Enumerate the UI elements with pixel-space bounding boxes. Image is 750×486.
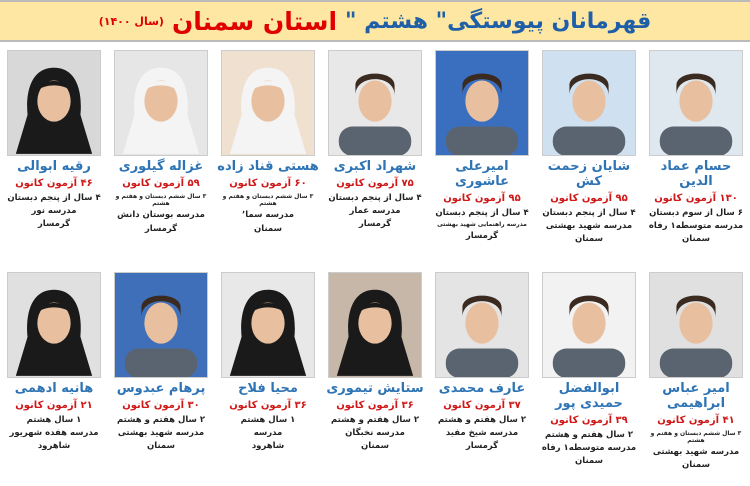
city-name: سمنان [254,223,282,234]
city-name: شاهرود [251,441,285,452]
years-of-study: ۲ سال هفتم و هشتم [116,414,206,425]
page-header [0,0,750,42]
school-name: مدرسه شیخ مفید [445,428,519,439]
student-card [1,272,108,471]
exam-count: ۹۵ آزمون کانون [443,192,521,204]
exam-count: ۷۵ آزمون کانون [336,177,414,189]
portrait-icon [8,277,100,377]
city-name: سمنان [682,234,710,245]
city-name: سمنان [682,460,710,471]
years-of-study: ۴ سال از پنجم دبستان [328,192,422,203]
exam-count: ۱۳۰ آزمون کانون [654,192,738,204]
exam-count: ۳۶ آزمون کانون [336,399,414,411]
student-name: شهراد اکبری [333,159,417,174]
exam-count: ۶۰ آزمون کانون [229,177,307,189]
years-of-study: ۳ سال ششم دبستان و هفتم و هشتم [650,429,742,445]
student-card [322,272,429,471]
years-of-study: ۶ سال از سوم دبستان [649,207,743,218]
portrait-icon [222,277,314,377]
student-card [322,50,429,244]
portrait-icon [436,55,528,155]
school-name: مدرسه نخبگان [345,428,405,439]
students-row-2 [0,272,750,471]
years-of-study: ۳ سال ششم دبستان و هفتم و هشتم [222,192,314,208]
exam-count: ۳۶ آزمون کانون [229,399,307,411]
student-card [108,50,215,244]
city-name: گرمسار [37,219,71,230]
school-name: مدرسه عمار [349,206,401,217]
years-of-study: ۲ سال هفتم و هشتم [330,414,420,425]
years-of-study: ۱ سال هشتم [240,414,296,425]
exam-count: ۴۶ آزمون کانون [15,177,93,189]
years-of-study: ۱ سال هشتم [26,414,82,425]
student-card [215,50,322,244]
student-card [1,50,108,244]
student-photo [435,50,529,156]
years-of-study: ۴ سال از پنجم دبستان [542,207,636,218]
header-title: قهرمانان پیوستگی" هشتم " [345,8,652,34]
student-card [429,272,536,471]
exam-count: ۳۹ آزمون کانون [550,414,628,426]
school-name: مدرسه نور [31,206,77,217]
student-photo [542,50,636,156]
student-photo [435,272,529,378]
years-of-study: ۳ سال ششم دبستان و هفتم و هشتم [115,192,207,208]
school-name: مدرسه شهید بهشتی [117,428,205,439]
exam-count: ۳۷ آزمون کانون [443,399,521,411]
city-name: شاهرود [37,441,71,452]
exam-count: ۳۰ آزمون کانون [122,399,200,411]
portrait-icon [436,277,528,377]
student-photo [221,272,315,378]
student-photo [7,50,101,156]
school-name: مدرسه متوسطه۱ رفاه [648,221,744,232]
school-name: مدرسه متوسطه۱ رفاه [541,443,637,454]
student-name: رقیه ابوالی [17,159,91,174]
school-name: مدرسه راهنمایی شهید بهشتی [437,221,527,229]
years-of-study: ۴ سال از پنجم دبستان [7,192,101,203]
city-name: گرمسار [465,441,499,452]
student-name: هانیه ادهمی [14,381,94,396]
header-year: (سال ۱۴۰۰) [98,14,164,28]
student-name: غزاله گیلوری [118,159,204,174]
student-name: شایان زحمت کش [547,159,631,189]
portrait-icon [543,55,635,155]
student-photo [649,50,743,156]
student-photo [7,272,101,378]
student-card [536,50,643,244]
student-card [215,272,322,471]
school-name: مدرسه سما٬ [241,210,295,221]
school-name: مدرسه شهید بهشتی [545,221,633,232]
portrait-icon [650,277,742,377]
student-photo [649,272,743,378]
years-of-study: ۴ سال از پنجم دبستان [435,207,529,218]
city-name: گرمسار [144,223,178,234]
student-card [643,272,750,471]
school-name: مدرسه بوستان دانش [117,210,205,221]
student-card [108,272,215,471]
portrait-icon [329,277,421,377]
header-province: استان سمنان [171,6,338,36]
portrait-icon [329,55,421,155]
portrait-icon [543,277,635,377]
school-name: مدرسه هفده شهریور [9,428,99,439]
student-name: هستی قناد زاده [217,159,319,174]
student-name: ستایش تیموری [326,381,424,396]
portrait-icon [8,55,100,155]
portrait-icon [222,55,314,155]
school-name: مدرسه شهید بهشتی [652,447,740,458]
student-name: پرهام عبدوس [116,381,206,396]
exam-count: ۹۵ آزمون کانون [550,192,628,204]
exam-count: ۴۱ آزمون کانون [657,414,735,426]
city-name: سمنان [575,456,603,467]
city-name: سمنان [575,234,603,245]
city-name: گرمسار [465,231,499,242]
student-name: ابوالفضل حمیدی پور [555,381,623,411]
years-of-study: ۲ سال هفتم و هشتم [437,414,527,425]
student-card [536,272,643,471]
exam-count: ۲۱ آزمون کانون [15,399,93,411]
portrait-icon [115,277,207,377]
student-photo [328,50,422,156]
student-card [643,50,750,244]
student-photo [114,272,208,378]
portrait-icon [650,55,742,155]
years-of-study: ۲ سال هفتم و هشتم [544,429,634,440]
exam-count: ۵۹ آزمون کانون [122,177,200,189]
student-name: امیرعلی عاشوری [454,159,510,189]
student-card [429,50,536,244]
portrait-icon [115,55,207,155]
student-name: حسام عماد الدین [660,159,732,189]
student-photo [221,50,315,156]
student-photo [542,272,636,378]
student-photo [114,50,208,156]
city-name: گرمسار [358,219,392,230]
school-name: مدرسه [253,428,283,439]
city-name: سمنان [361,441,389,452]
student-name: محیا فلاح [238,381,298,396]
student-name: امیر عباس ابراهیمی [662,381,730,411]
student-name: عارف محمدی [438,381,526,396]
student-photo [328,272,422,378]
city-name: سمنان [147,441,175,452]
students-row-1 [0,50,750,244]
